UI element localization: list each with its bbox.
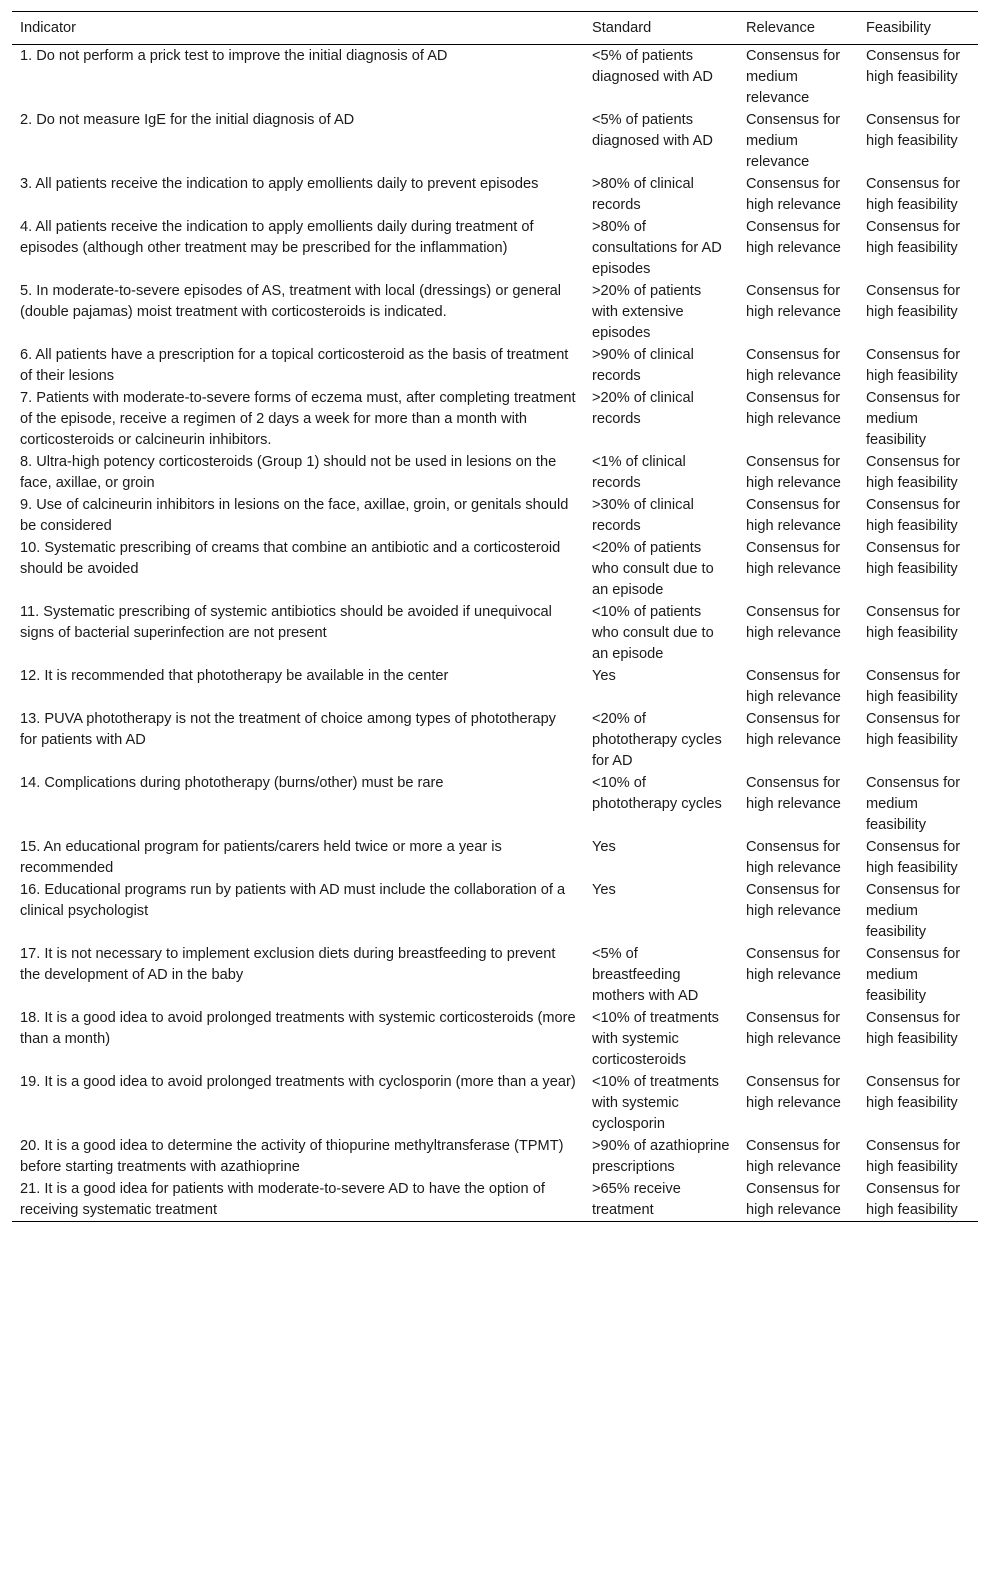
table-row xyxy=(12,708,978,772)
indicator-cell: 15. An educational program for patients/carers held twice or more a year is recommended xyxy=(20,839,502,876)
relevance-cell: Consensus for high relevance xyxy=(746,176,841,213)
indicator-cell: 10. Systematic prescribing of creams that combine an antibiotic and a corticosteroid should be avoided xyxy=(20,540,561,577)
table-row xyxy=(12,451,978,494)
table-row xyxy=(12,836,978,879)
feasibility-cell: Consensus for high feasibility xyxy=(866,347,961,384)
table-row xyxy=(12,1007,978,1071)
indicator-cell: 16. Educational programs run by patients with AD must include the collaboration of a clinical psychologist xyxy=(20,882,566,919)
table-body xyxy=(12,45,978,1222)
table-row xyxy=(12,109,978,173)
header-relevance: Relevance xyxy=(746,19,815,36)
standard-cell: >90% of azathioprine prescriptions xyxy=(592,1138,730,1175)
table-row xyxy=(12,601,978,665)
feasibility-cell: Consensus for high feasibility xyxy=(866,454,961,491)
indicator-cell: 17. It is not necessary to implement exclusion diets during breastfeeding to prevent the development of AD in the baby xyxy=(20,946,556,983)
header-feasibility: Feasibility xyxy=(866,19,931,36)
feasibility-cell: Consensus for high feasibility xyxy=(866,711,961,748)
feasibility-cell: Consensus for high feasibility xyxy=(866,1138,961,1175)
table-row xyxy=(12,344,978,387)
relevance-cell: Consensus for high relevance xyxy=(746,1074,841,1111)
relevance-cell: Consensus for high relevance xyxy=(746,839,841,876)
table-row xyxy=(12,173,978,216)
relevance-cell: Consensus for high relevance xyxy=(746,1181,841,1218)
relevance-cell: Consensus for high relevance xyxy=(746,711,841,748)
standard-cell: >30% of clinical records xyxy=(592,497,694,534)
indicator-cell: 11. Systematic prescribing of systemic antibiotics should be avoided if unequivocal signs of bacterial superinfection are not present xyxy=(20,604,552,641)
indicator-cell: 6. All patients have a prescription for a topical corticosteroid as the basis of treatment of their lesions xyxy=(20,347,569,384)
indicator-cell: 3. All patients receive the indication to apply emollients daily to prevent episodes xyxy=(20,176,539,192)
indicator-cell: 18. It is a good idea to avoid prolonged treatments with systemic corticosteroids (more than a month) xyxy=(20,1010,576,1047)
standard-cell: <5% of patients diagnosed with AD xyxy=(592,112,713,149)
feasibility-cell: Consensus for high feasibility xyxy=(866,839,961,876)
feasibility-cell: Consensus for high feasibility xyxy=(866,1074,961,1111)
table-row xyxy=(12,537,978,601)
feasibility-cell: Consensus for high feasibility xyxy=(866,112,961,149)
table-row xyxy=(12,943,978,1007)
feasibility-cell: Consensus for medium feasibility xyxy=(866,390,961,448)
feasibility-cell: Consensus for high feasibility xyxy=(866,540,961,577)
feasibility-cell: Consensus for medium feasibility xyxy=(866,946,961,1004)
standard-cell: <5% of breastfeeding mothers with AD xyxy=(592,946,699,1004)
table-row xyxy=(12,772,978,836)
relevance-cell: Consensus for high relevance xyxy=(746,1138,841,1175)
relevance-cell: Consensus for high relevance xyxy=(746,283,841,320)
relevance-cell: Consensus for medium relevance xyxy=(746,112,841,170)
standard-cell: >20% of clinical records xyxy=(592,390,694,427)
standard-cell: <10% of treatments with systemic cyclosporin xyxy=(592,1074,719,1132)
indicator-cell: 8. Ultra-high potency corticosteroids (Group 1) should not be used in lesions on the face, axillae, or groin xyxy=(20,454,557,491)
header-indicator: Indicator xyxy=(20,19,76,36)
relevance-cell: Consensus for high relevance xyxy=(746,454,841,491)
indicator-cell: 14. Complications during phototherapy (burns/other) must be rare xyxy=(20,775,444,791)
relevance-cell: Consensus for high relevance xyxy=(746,775,841,812)
relevance-cell: Consensus for high relevance xyxy=(746,347,841,384)
relevance-cell: Consensus for high relevance xyxy=(746,604,841,641)
feasibility-cell: Consensus for high feasibility xyxy=(866,604,961,641)
standard-cell: >20% of patients with extensive episodes xyxy=(592,283,702,341)
indicator-cell: 19. It is a good idea to avoid prolonged treatments with cyclosporin (more than a year) xyxy=(20,1074,576,1090)
standard-cell: <20% of patients who consult due to an episode xyxy=(592,540,714,598)
standard-cell: Yes xyxy=(592,668,616,684)
indicator-cell: 5. In moderate-to-severe episodes of AS, treatment with local (dressings) or general (double pajamas) moist treatment with corticosteroids is indicated. xyxy=(20,283,562,320)
standard-cell: <20% of phototherapy cycles for AD xyxy=(592,711,722,769)
relevance-cell: Consensus for high relevance xyxy=(746,390,841,427)
feasibility-cell: Consensus for medium feasibility xyxy=(866,882,961,940)
table-row xyxy=(12,1071,978,1135)
table-header-row xyxy=(12,12,978,45)
standard-cell: <5% of patients diagnosed with AD xyxy=(592,48,713,85)
table-row xyxy=(12,45,978,110)
table-row xyxy=(12,879,978,943)
feasibility-cell: Consensus for high feasibility xyxy=(866,1181,961,1218)
indicator-cell: 4. All patients receive the indication to apply emollients daily during treatment of episodes (although other treatment may be prescribed for the inflammation) xyxy=(20,219,534,256)
standard-cell: >90% of clinical records xyxy=(592,347,694,384)
feasibility-cell: Consensus for high feasibility xyxy=(866,1010,961,1047)
table-row xyxy=(12,1178,978,1222)
standard-cell: Yes xyxy=(592,839,616,855)
header-standard: Standard xyxy=(592,19,652,36)
table-row xyxy=(12,665,978,708)
standard-cell: <10% of treatments with systemic corticosteroids xyxy=(592,1010,719,1068)
relevance-cell: Consensus for medium relevance xyxy=(746,48,841,106)
relevance-cell: Consensus for high relevance xyxy=(746,540,841,577)
indicator-cell: 20. It is a good idea to determine the activity of thiopurine methyltransferase (TPMT) before starting treatments with azathioprine xyxy=(20,1138,564,1175)
indicator-cell: 21. It is a good idea for patients with moderate-to-severe AD to have the option of receiving systematic treatment xyxy=(20,1181,545,1218)
standard-cell: Yes xyxy=(592,882,616,898)
indicator-cell: 2. Do not measure IgE for the initial diagnosis of AD xyxy=(20,112,355,128)
standard-cell: >80% of clinical records xyxy=(592,176,694,213)
relevance-cell: Consensus for high relevance xyxy=(746,946,841,983)
standard-cell: <1% of clinical records xyxy=(592,454,686,491)
indicator-cell: 12. It is recommended that phototherapy be available in the center xyxy=(20,668,449,684)
standard-cell: <10% of phototherapy cycles xyxy=(592,775,722,812)
quality-indicators-table xyxy=(12,11,978,1222)
feasibility-cell: Consensus for medium feasibility xyxy=(866,775,961,833)
feasibility-cell: Consensus for high feasibility xyxy=(866,219,961,256)
feasibility-cell: Consensus for high feasibility xyxy=(866,176,961,213)
relevance-cell: Consensus for high relevance xyxy=(746,882,841,919)
indicator-cell: 7. Patients with moderate-to-severe forms of eczema must, after completing treatment of the episode, receive a regimen of 2 days a week for more than a month with corticosteroids or calcineurin inhibitors. xyxy=(20,390,576,448)
table-row xyxy=(12,280,978,344)
standard-cell: >65% receive treatment xyxy=(592,1181,681,1218)
table-row xyxy=(12,494,978,537)
feasibility-cell: Consensus for high feasibility xyxy=(866,283,961,320)
relevance-cell: Consensus for high relevance xyxy=(746,1010,841,1047)
feasibility-cell: Consensus for high feasibility xyxy=(866,48,961,85)
relevance-cell: Consensus for high relevance xyxy=(746,668,841,705)
table-row xyxy=(12,216,978,280)
relevance-cell: Consensus for high relevance xyxy=(746,219,841,256)
indicator-cell: 1. Do not perform a prick test to improve the initial diagnosis of AD xyxy=(20,48,448,64)
indicator-cell: 13. PUVA phototherapy is not the treatment of choice among types of phototherapy for patients with AD xyxy=(20,711,556,748)
standard-cell: >80% of consultations for AD episodes xyxy=(592,219,722,277)
table-row xyxy=(12,1135,978,1178)
indicator-cell: 9. Use of calcineurin inhibitors in lesions on the face, axillae, groin, or genitals should be considered xyxy=(20,497,569,534)
feasibility-cell: Consensus for high feasibility xyxy=(866,497,961,534)
relevance-cell: Consensus for high relevance xyxy=(746,497,841,534)
feasibility-cell: Consensus for high feasibility xyxy=(866,668,961,705)
standard-cell: <10% of patients who consult due to an episode xyxy=(592,604,714,662)
table-row xyxy=(12,387,978,451)
